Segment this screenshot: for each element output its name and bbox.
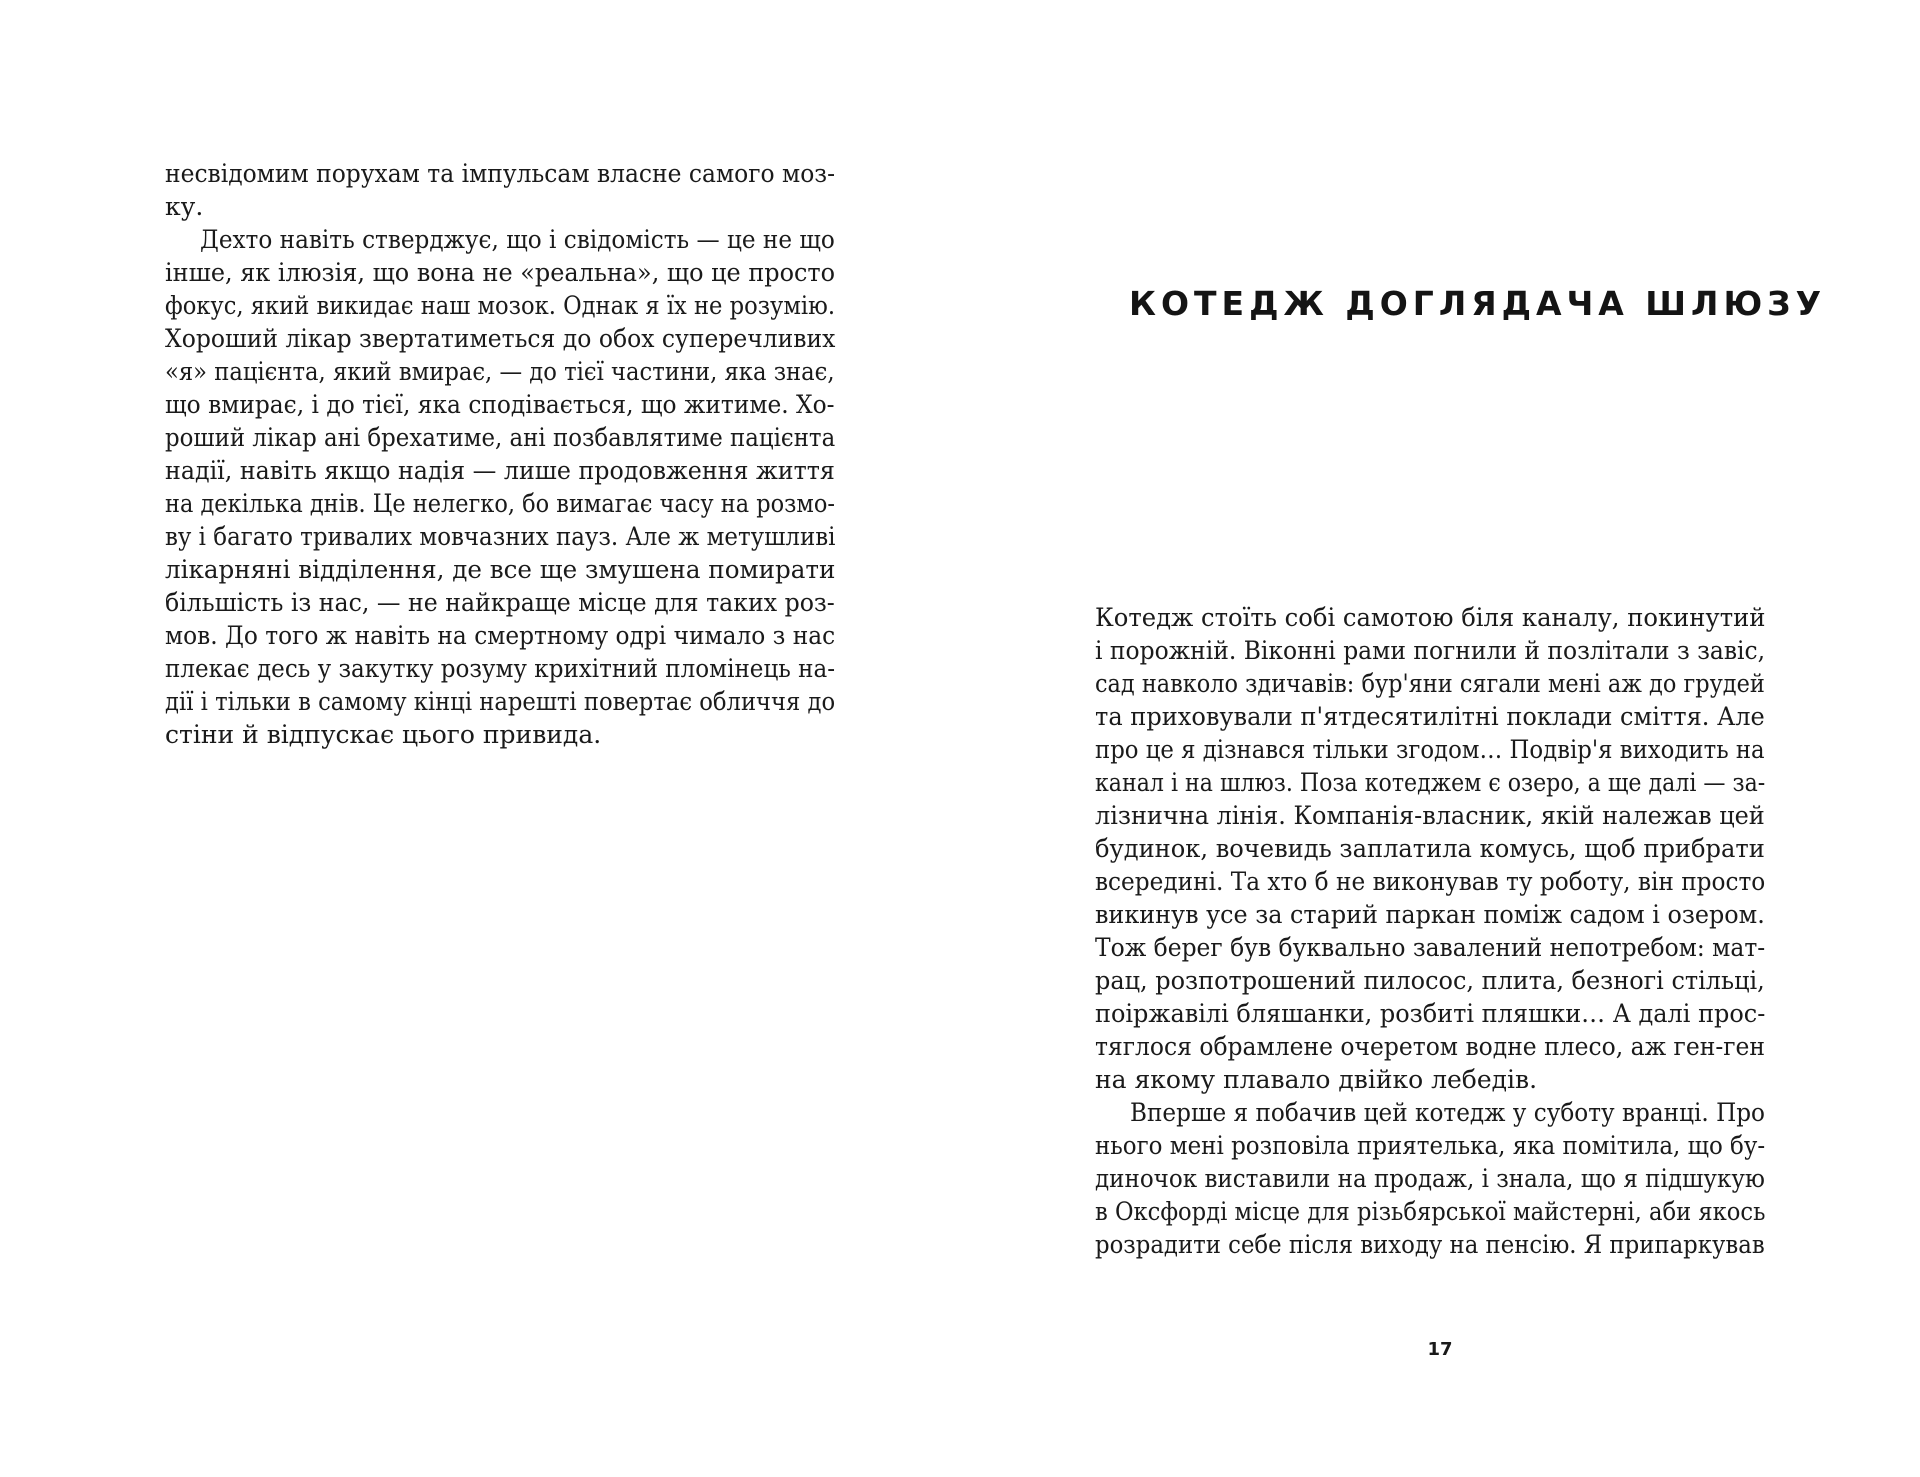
text-line: плекає десь у закутку розуму крихітний пломінець на- xyxy=(165,654,836,683)
text-line: на декілька днів. Це нелегко, бо вимагає часу на розмо- xyxy=(165,489,835,518)
text-line: інше, як ілюзія, що вона не «реальна», що це просто xyxy=(165,258,836,287)
text-line: про це я дізнався тільки згодом… Подвір'я виходить на xyxy=(1095,735,1765,764)
text-line: Тож берег був буквально завалений непотребом: мат- xyxy=(1095,933,1766,962)
text-line: тяглося обрамлене очеретом водне плесо, аж ген-ген xyxy=(1095,1032,1765,1061)
text-line: ку. xyxy=(165,192,204,221)
text-line: в Оксфорді місце для різьбярської майстерні, аби якось xyxy=(1095,1197,1766,1226)
text-line: викинув усе за старий паркан поміж садом і озером. xyxy=(1095,900,1765,929)
text-line: надії, навіть якщо надія — лише продовження життя xyxy=(165,456,835,485)
text-line: поіржавілі бляшанки, розбиті пляшки… А далі прос- xyxy=(1095,999,1766,1028)
page-number: 17 xyxy=(1427,1339,1453,1360)
text-line: Хороший лікар звертатиметься до обох суперечливих xyxy=(165,324,836,353)
text-line: більшість із нас, — не найкраще місце для таких роз- xyxy=(165,588,835,617)
text-line: роший лікар ані брехатиме, ані позбавлятиме пацієнта xyxy=(165,423,836,452)
text-line: Дехто навіть стверджує, що і свідомість — це не що xyxy=(200,225,835,254)
text-line: нього мені розповіла приятелька, яка помітила, що бу- xyxy=(1095,1131,1766,1160)
text-line: дії і тільки в самому кінці нарешті повертає обличчя до xyxy=(165,687,836,716)
text-line: диночок виставили на продаж, і знала, що я підшукую xyxy=(1095,1164,1765,1193)
text-line: ву і багато тривалих мовчазних пауз. Але ж метушливі xyxy=(165,522,836,551)
text-line: на якому плавало двійко лебедів. xyxy=(1095,1065,1538,1094)
text-line: розрадити себе після виходу на пенсію. Я припаркував xyxy=(1095,1230,1765,1259)
text-line: фокус, який викидає наш мозок. Однак я їх не розумію. xyxy=(165,291,836,320)
text-line: стіни й відпускає цього привида. xyxy=(165,720,602,749)
chapter-title: КОТЕДЖ ДОГЛЯДАЧА ШЛЮЗУ xyxy=(1129,284,1827,323)
text-line: Котедж стоїть собі самотою біля каналу, покинутий xyxy=(1095,603,1766,632)
text-line: і порожній. Віконні рами погнили й позлітали з завіс, xyxy=(1095,636,1766,665)
right-page xyxy=(960,0,1920,1477)
text-line: несвідомим порухам та імпульсам власне самого моз- xyxy=(165,159,835,188)
text-line: всередині. Та хто б не виконував ту роботу, він просто xyxy=(1095,867,1766,896)
text-line: що вмирає, і до тієї, яка сподівається, що житиме. Хо- xyxy=(165,390,835,419)
text-line: рац, розпотрошений пилосос, плита, безногі стільці, xyxy=(1095,966,1765,995)
text-line: мов. До того ж навіть на смертному одрі чимало з нас xyxy=(165,621,836,650)
text-line: Вперше я побачив цей котедж у суботу вранці. Про xyxy=(1130,1098,1766,1127)
text-line: лікарняні відділення, де все ще змушена помирати xyxy=(165,555,836,584)
text-line: та приховували п'ятдесятилітні поклади сміття. Але xyxy=(1095,702,1765,731)
text-line: канал і на шлюз. Поза котеджем є озеро, а ще далі — за- xyxy=(1095,768,1766,797)
text-line: сад навколо здичавів: бур'яни сягали мені аж до грудей xyxy=(1095,669,1765,698)
text-line: лізнична лінія. Компанія-власник, якій належав цей xyxy=(1095,801,1765,830)
text-line: «я» пацієнта, який вмирає, — до тієї частини, яка знає, xyxy=(165,357,835,386)
text-line: будинок, вочевидь заплатила комусь, щоб прибрати xyxy=(1095,834,1765,863)
